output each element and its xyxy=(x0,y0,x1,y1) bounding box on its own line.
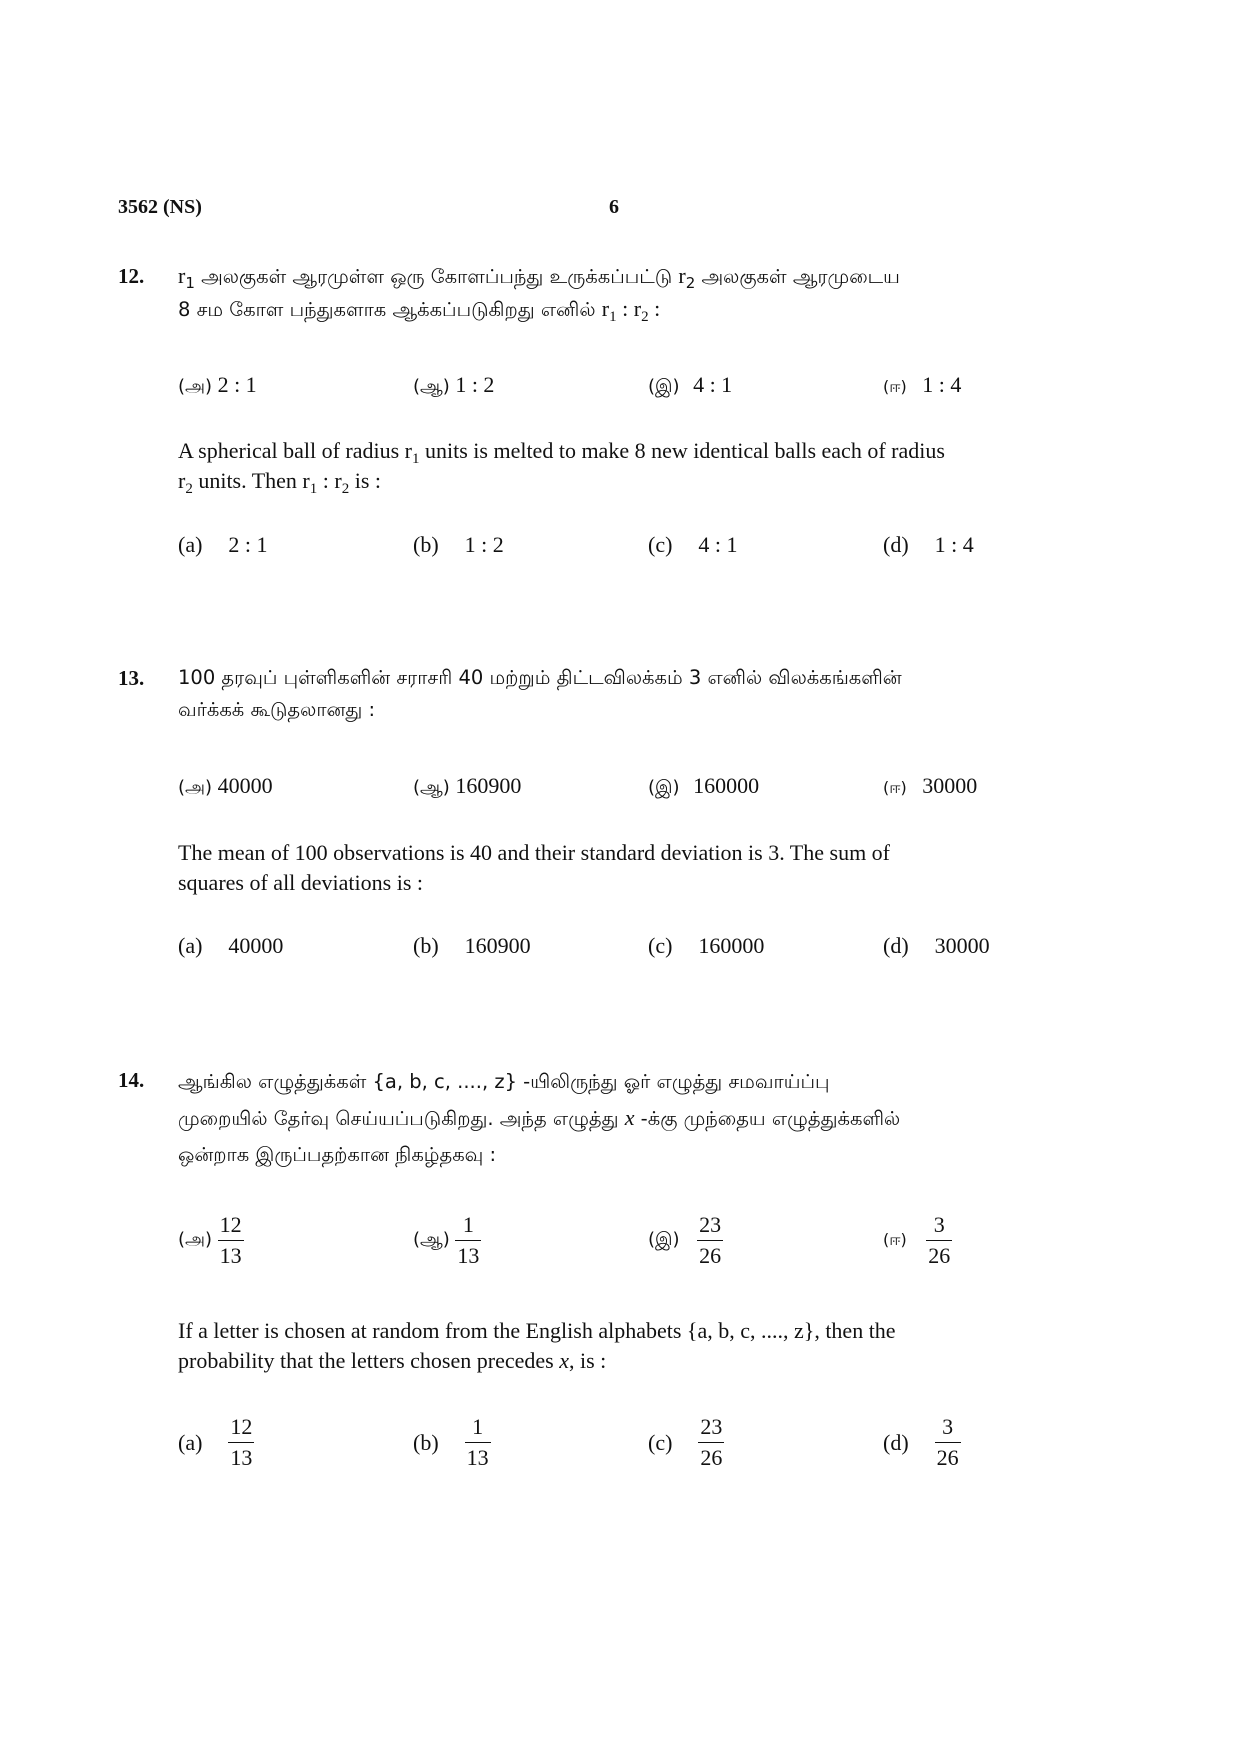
q12-tamil-line-2: 8 சம கோள பந்துகளாக ஆக்கப்படுகிறது எனில் $r_1$ : $r_2$ : xyxy=(178,296,661,325)
fraction: $\frac{12}{13}$ xyxy=(230,1414,253,1470)
q13-tamil-option-4[interactable]: (ஈ) 30000 xyxy=(883,773,978,798)
question-number-14: 14. xyxy=(118,1068,145,1092)
q14-tamil-line-3: ஒன்றாக இருப்பதற்கான நிகழ்தகவு : xyxy=(178,1143,497,1166)
q14-english-option-b[interactable]: (b) $\frac{1}{13}$ xyxy=(413,1412,491,1473)
q14-tamil-line-1: ஆங்கில எழுத்துக்கள் {a, b, c, ...., z} -யிலிருந்து ஓர் எழுத்து சமவாய்ப்பு xyxy=(178,1070,830,1093)
q14-tamil-text xyxy=(178,1064,1070,1173)
question-number-12: 12. xyxy=(118,264,145,288)
q12-english-option-d[interactable]: (d) 1 : 4 xyxy=(883,532,974,557)
q14-tamil-option-1[interactable]: (அ) $\frac{12}{13}$ xyxy=(178,1210,244,1271)
q13-tamil-line-1: 100 தரவுப் புள்ளிகளின் சராசரி 40 மற்றும் திட்டவிலக்கம் 3 எனில் விலக்கங்களின் xyxy=(178,666,902,689)
q12-tamil-text xyxy=(178,260,1070,326)
paper-code: 3562 (NS) xyxy=(118,196,202,218)
q12-english-line-2: $r_2$ units. Then $r_1$ : $r_2$ is : xyxy=(178,468,381,497)
fraction: $\frac{23}{26}$ xyxy=(699,1212,722,1268)
q12-tamil-option-3[interactable]: (இ) 4 : 1 xyxy=(648,372,733,397)
q13-english-option-a[interactable]: (a) 40000 xyxy=(178,933,284,958)
fraction: $\frac{1}{13}$ xyxy=(466,1414,489,1470)
q14-english-line-2: probability that the letters chosen precedes x, is : xyxy=(178,1348,607,1373)
q13-tamil-option-2[interactable]: (ஆ) 160900 xyxy=(413,773,522,798)
page-number: 6 xyxy=(609,196,619,218)
q12-english-option-b[interactable]: (b) 1 : 2 xyxy=(413,532,504,557)
q13-english-option-d[interactable]: (d) 30000 xyxy=(883,933,990,958)
q14-english-option-d[interactable]: (d) $\frac{3}{26}$ xyxy=(883,1412,961,1473)
fraction: $\frac{3}{26}$ xyxy=(936,1414,959,1470)
q13-english-line-2: squares of all deviations is : xyxy=(178,870,424,895)
q13-english-line-1: The mean of 100 observations is 40 and their standard deviation is 3. The sum of xyxy=(178,840,891,865)
q12-tamil-option-4[interactable]: (ஈ) 1 : 4 xyxy=(883,372,962,397)
q14-english-line-1: If a letter is chosen at random from the English alphabets {a, b, c, ...., z}, then the xyxy=(178,1318,896,1343)
fraction: $\frac{23}{26}$ xyxy=(700,1414,723,1470)
q13-english-option-c[interactable]: (c) 160000 xyxy=(648,933,765,958)
q12-tamil-option-2[interactable]: (ஆ) 1 : 2 xyxy=(413,372,495,397)
q12-english-line-1: A spherical ball of radius $r_1$ units is melted to make 8 new identical balls each of radius xyxy=(178,438,945,467)
q14-tamil-option-3[interactable]: (இ) $\frac{23}{26}$ xyxy=(648,1210,723,1271)
q12-english-option-c[interactable]: (c) 4 : 1 xyxy=(648,532,738,557)
q14-tamil-line-2: முறையில் தேர்வு செய்யப்படுகிறது. அந்த எழுத்து x -க்கு முந்தைய எழுத்துக்களில் xyxy=(178,1105,901,1130)
fraction: $\frac{3}{26}$ xyxy=(928,1212,951,1268)
q12-tamil-option-1[interactable]: (அ) 2 : 1 xyxy=(178,372,257,397)
q13-tamil-option-1[interactable]: (அ) 40000 xyxy=(178,773,273,798)
q12-tamil-line-1: $r_1$ அலகுகள் ஆரமுள்ள ஒரு கோளப்பந்து உருக்கப்பட்டு $r_2$ அலகுகள் ஆரமுடைய xyxy=(178,263,900,292)
fraction: $\frac{1}{13}$ xyxy=(457,1212,480,1268)
q14-tamil-option-4[interactable]: (ஈ) $\frac{3}{26}$ xyxy=(883,1210,952,1271)
q12-english-text xyxy=(178,436,1070,496)
q13-tamil-option-3[interactable]: (இ) 160000 xyxy=(648,773,760,798)
question-number-13: 13. xyxy=(118,666,145,690)
fraction: $\frac{12}{13}$ xyxy=(219,1212,242,1268)
q14-english-text xyxy=(178,1316,1070,1376)
q12-english-option-a[interactable]: (a) 2 : 1 xyxy=(178,532,268,557)
q13-english-text xyxy=(178,838,1070,898)
q13-tamil-line-2: வர்க்கக் கூடுதலானது : xyxy=(178,698,376,721)
q14-english-option-a[interactable]: (a) $\frac{12}{13}$ xyxy=(178,1412,254,1473)
q13-tamil-text xyxy=(178,662,1070,726)
q14-tamil-option-2[interactable]: (ஆ) $\frac{1}{13}$ xyxy=(413,1210,481,1271)
q13-english-option-b[interactable]: (b) 160900 xyxy=(413,933,531,958)
q14-english-option-c[interactable]: (c) $\frac{23}{26}$ xyxy=(648,1412,724,1473)
